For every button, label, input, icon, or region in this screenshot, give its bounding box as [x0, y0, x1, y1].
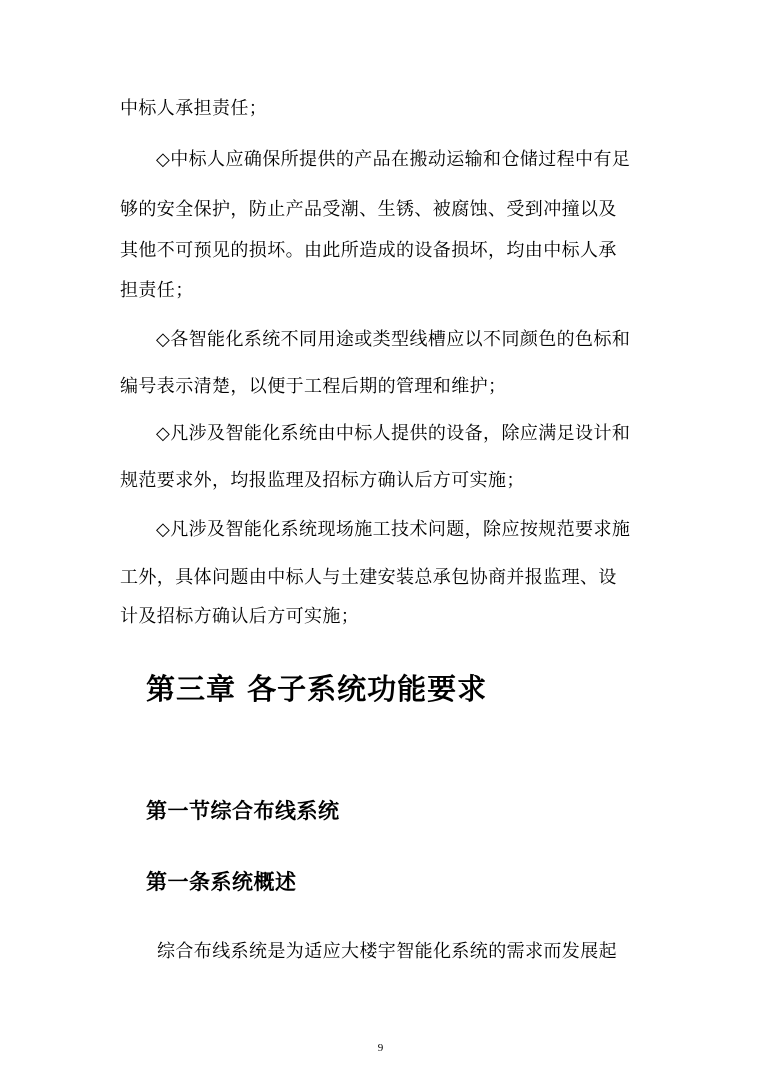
paragraph-line: 规范要求外，均报监理及招标方确认后方可实施； — [120, 470, 525, 491]
chapter-heading: 第三章 各子系统功能要求 — [146, 672, 488, 706]
paragraph-line: 其他不可预见的损坏。由此所造成的设备损坏，均由中标人承 — [120, 240, 617, 261]
paragraph-line: 计及招标方确认后方可实施； — [120, 606, 360, 627]
paragraph-line: ◇凡涉及智能化系统现场施工技术问题，除应按规范要求施 — [156, 519, 631, 540]
page-number: 9 — [377, 1042, 384, 1054]
paragraph-line: 担责任； — [120, 280, 194, 301]
article-heading: 第一条系统概述 — [146, 869, 297, 894]
paragraph-line: 工外，具体问题由中标人与土建安装总承包协商并报监理、设 — [120, 567, 617, 588]
paragraph-line: 够的安全保护，防止产品受潮、生锈、被腐蚀、受到冲撞以及 — [120, 199, 617, 220]
section-heading: 第一节综合布线系统 — [146, 798, 340, 823]
paragraph-line: ◇中标人应确保所提供的产品在搬动运输和仓储过程中有足 — [156, 149, 631, 170]
paragraph-line: ◇各智能化系统不同用途或类型线槽应以不同颜色的色标和 — [156, 329, 631, 350]
paragraph-line: 中标人承担责任； — [120, 98, 268, 119]
body-paragraph-line: 综合布线系统是为适应大楼宇智能化系统的需求而发展起 — [157, 941, 617, 962]
paragraph-line: ◇凡涉及智能化系统由中标人提供的设备，除应满足设计和 — [156, 423, 631, 444]
paragraph-line: 编号表示清楚，以便于工程后期的管理和维护； — [120, 376, 507, 397]
